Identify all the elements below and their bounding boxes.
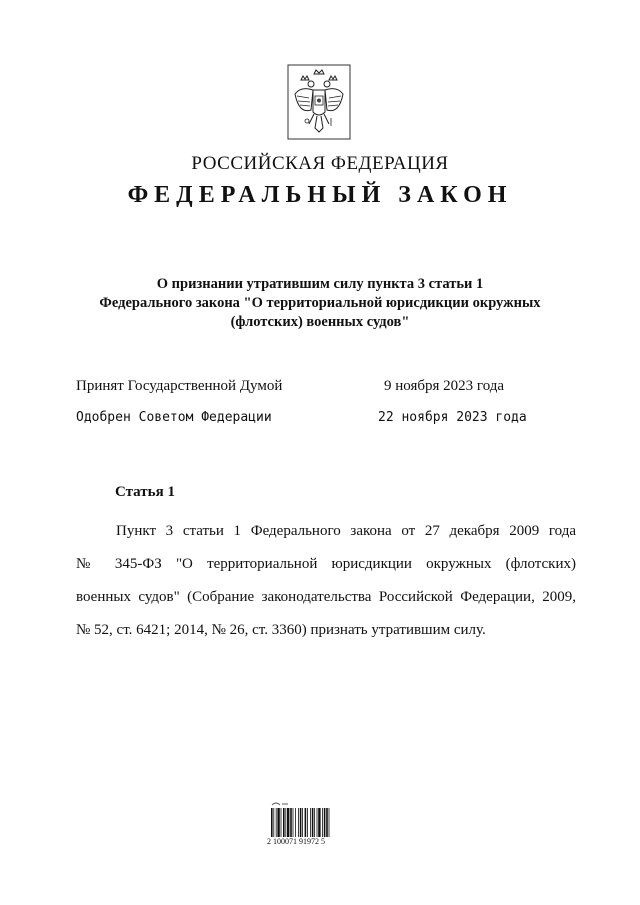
barcode-digits: 2 100071 91972 5 bbox=[266, 837, 360, 846]
barcode-bar bbox=[295, 808, 296, 838]
barcode-bar bbox=[277, 808, 279, 838]
barcode-bar bbox=[305, 808, 307, 838]
barcode-bar bbox=[317, 808, 318, 838]
article-heading: Статья 1 bbox=[115, 484, 175, 500]
barcode-bar bbox=[273, 808, 274, 838]
barcode-bar bbox=[285, 808, 286, 838]
barcode-bar bbox=[302, 808, 303, 838]
barcode-bar bbox=[271, 808, 273, 838]
barcode-bar bbox=[293, 808, 294, 838]
law-title-line: (флотских) военных судов" bbox=[230, 314, 410, 330]
russian-coat-of-arms-icon bbox=[287, 64, 351, 140]
barcode-bar bbox=[287, 808, 289, 838]
barcode-mark bbox=[272, 803, 288, 805]
barcode-bar bbox=[281, 808, 282, 838]
article-line: № 345-ФЗ "О территориальной юрисдикции окружных (флотских) bbox=[76, 556, 576, 572]
article-line: Пункт 3 статьи 1 Федерального закона от 27 декабря 2009 года bbox=[116, 523, 576, 539]
barcode-bar bbox=[283, 808, 285, 838]
article-line: военных судов" (Собрание законодательства Российской Федерации, 2009, bbox=[76, 589, 576, 605]
barcode-bar bbox=[314, 808, 315, 838]
country-name: РОССИЙСКАЯ ФЕДЕРАЦИЯ bbox=[191, 153, 449, 174]
article-line: № 52, ст. 6421; 2014, № 26, ст. 3360) признать утратившим силу. bbox=[76, 622, 486, 638]
barcode-bar bbox=[290, 808, 292, 838]
barcode-bar bbox=[300, 808, 302, 838]
barcode-bar bbox=[310, 808, 311, 838]
law-title-line: О признании утратившим силу пункта 3 статьи 1 bbox=[156, 276, 484, 292]
barcode-bar bbox=[312, 808, 314, 838]
council-approval-date: 22 ноября 2023 года bbox=[378, 410, 527, 425]
document-type: ФЕДЕРАЛЬНЫЙ ЗАКОН bbox=[127, 182, 513, 208]
barcode-bar bbox=[324, 808, 326, 838]
barcode-bar bbox=[276, 808, 277, 838]
duma-adoption-label: Принят Государственной Думой bbox=[76, 378, 283, 394]
article-body bbox=[76, 515, 576, 647]
council-approval-label: Одобрен Советом Федерации bbox=[76, 410, 272, 425]
law-title-line: Федерального закона "О территориальной юрисдикции окружных bbox=[99, 295, 541, 311]
barcode-bar bbox=[298, 808, 299, 838]
law-title bbox=[60, 275, 580, 332]
barcode-bar bbox=[307, 808, 308, 838]
barcode-bar bbox=[322, 808, 323, 838]
duma-adoption-date: 9 ноября 2023 года bbox=[384, 378, 505, 394]
barcode-bar bbox=[318, 808, 320, 838]
barcode-bar bbox=[326, 808, 328, 838]
barcode-bar bbox=[329, 808, 330, 838]
